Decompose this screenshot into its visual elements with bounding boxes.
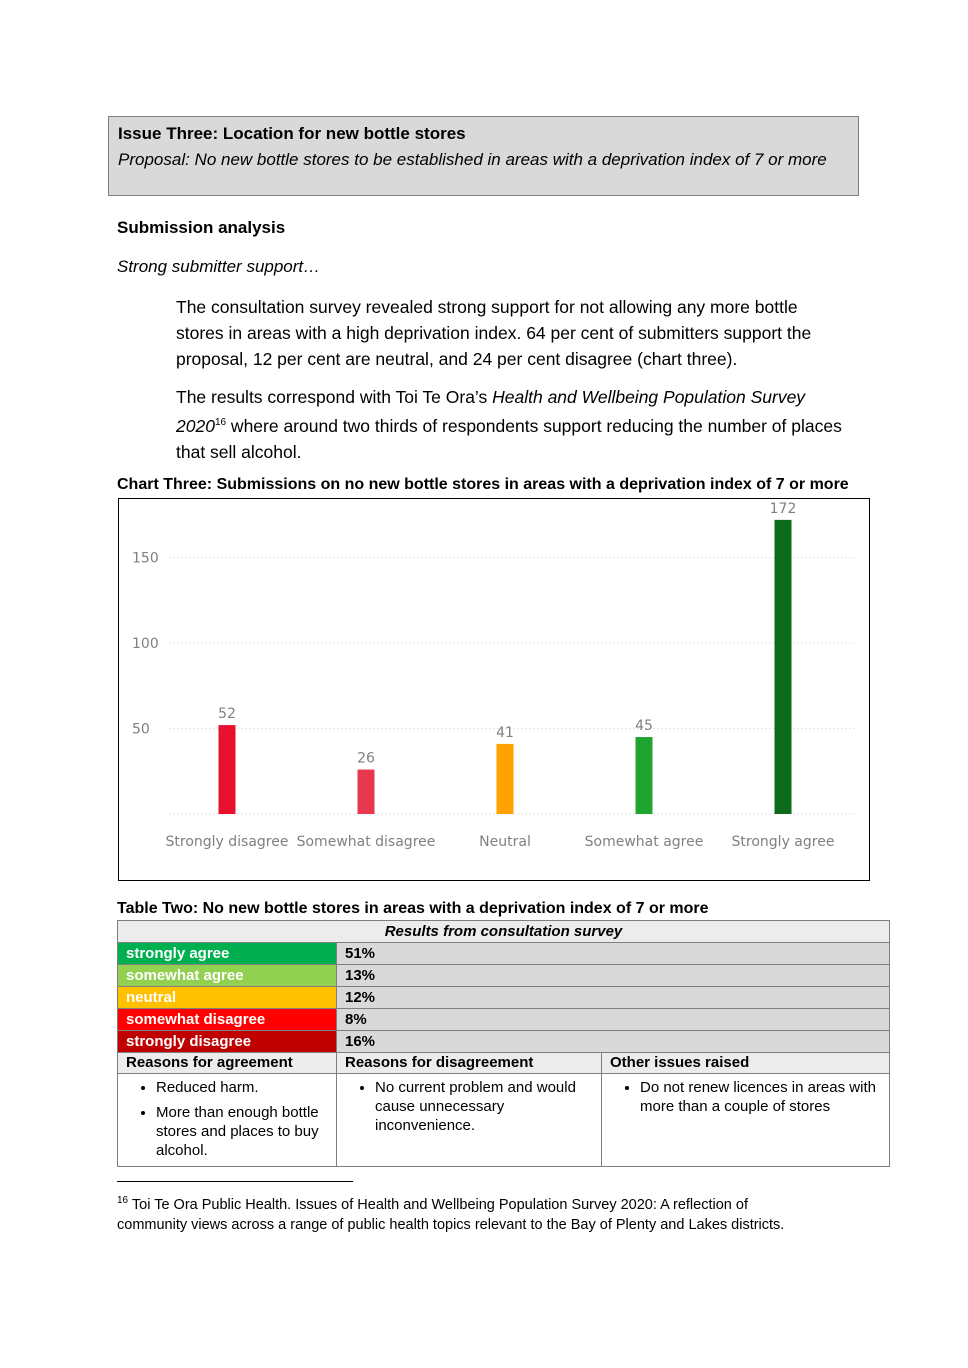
level-pct-somewhat-disagree: 8% bbox=[337, 1009, 890, 1031]
data-label-somewhat-disagree: 26 bbox=[357, 750, 375, 767]
paragraph-1: The consultation survey revealed strong support for not allowing any more bottle stores in areas with a high deprivation index. 64 per cent of submitters support the proposal, 12 per cent are neutral, and 24 per cent disagree (chart three). bbox=[176, 297, 812, 369]
footnote-number: 16 bbox=[117, 1195, 129, 1206]
bar-somewhat-agree bbox=[636, 737, 653, 814]
list-item: • Do not renew licences in areas with more than a couple of stores bbox=[640, 1078, 883, 1116]
agree-reasons-list bbox=[126, 1078, 330, 1160]
list-item: • Reduced harm. bbox=[156, 1078, 330, 1097]
data-label-strongly-disagree: 52 bbox=[218, 706, 236, 723]
col-agree-header: Reasons for agreement bbox=[118, 1053, 337, 1074]
bar-somewhat-disagree bbox=[358, 770, 375, 814]
chart-caption: Chart Three: Submissions on no new bottle stores in areas with a deprivation index of 7 or more bbox=[117, 476, 849, 493]
table-row bbox=[118, 1009, 890, 1031]
disagree-reasons-list bbox=[345, 1078, 595, 1135]
level-pct-strongly-agree: 51% bbox=[337, 943, 890, 965]
reasons-row bbox=[118, 1074, 890, 1167]
level-pct-neutral: 12% bbox=[337, 987, 890, 1009]
results-table bbox=[117, 920, 890, 1167]
chart-frame bbox=[118, 498, 870, 881]
level-pct-strongly-disagree: 16% bbox=[337, 1031, 890, 1053]
category-label-neutral: Neutral bbox=[479, 834, 531, 850]
data-label-somewhat-agree: 45 bbox=[635, 718, 653, 735]
survey-title: Health and Wellbeing Population Survey 2020 bbox=[176, 387, 806, 436]
footnote-ref: 16 bbox=[214, 417, 227, 428]
level-label-somewhat-disagree: somewhat disagree bbox=[118, 1009, 337, 1031]
table-row bbox=[118, 987, 890, 1009]
col-other-header: Other issues raised bbox=[602, 1053, 890, 1074]
issue-title: Issue Three: Location for new bottle stores bbox=[118, 124, 466, 143]
reasons-header-row bbox=[118, 1053, 890, 1074]
col-disagree-header: Reasons for disagreement bbox=[337, 1053, 602, 1074]
bar-strongly-disagree bbox=[219, 725, 236, 814]
disagree-reasons-cell bbox=[337, 1074, 602, 1167]
submission-analysis-heading: Submission analysis bbox=[117, 218, 286, 237]
level-pct-somewhat-agree: 13% bbox=[337, 965, 890, 987]
bar-strongly-agree bbox=[775, 520, 792, 814]
lead-text: Strong submitter support… bbox=[117, 257, 321, 276]
issue-proposal: Proposal: No new bottle stores to be established in areas with a deprivation index of 7 or more bbox=[118, 150, 827, 169]
data-label-strongly-agree: 172 bbox=[769, 500, 797, 517]
footnote-text: Toi Te Ora Public Health. Issues of Health and Wellbeing Population Survey 2020: A reflection of community views across a range of public health topics relevant to the Bay of Plenty and Lakes districts. bbox=[117, 1196, 785, 1233]
table-row bbox=[118, 1031, 890, 1053]
bar-neutral bbox=[497, 744, 514, 814]
list-item: • More than enough bottle stores and places to buy alcohol. bbox=[156, 1103, 330, 1160]
bar-chart bbox=[119, 499, 869, 880]
paragraph-2 bbox=[176, 384, 848, 465]
issue-box bbox=[108, 116, 859, 196]
footnote bbox=[117, 1191, 817, 1235]
level-label-neutral: neutral bbox=[118, 987, 337, 1009]
category-label-strongly-disagree: Strongly disagree bbox=[165, 834, 289, 850]
table-row bbox=[118, 965, 890, 987]
list-item: • No current problem and would cause unnecessary inconvenience. bbox=[375, 1078, 595, 1135]
table-row bbox=[118, 943, 890, 965]
level-label-strongly-agree: strongly agree bbox=[118, 943, 337, 965]
y-tick-label-50: 50 bbox=[132, 721, 150, 738]
footnote-rule bbox=[117, 1181, 353, 1182]
level-label-somewhat-agree: somewhat agree bbox=[118, 965, 337, 987]
data-label-neutral: 41 bbox=[496, 724, 514, 741]
category-label-somewhat-disagree: Somewhat disagree bbox=[296, 834, 436, 850]
other-issues-cell bbox=[602, 1074, 890, 1167]
table-header: Results from consultation survey bbox=[118, 921, 890, 943]
paragraph-2-end: where around two thirds of respondents support reducing the number of places that sell alcohol. bbox=[176, 415, 842, 462]
y-tick-label-100: 100 bbox=[132, 636, 159, 652]
level-label-strongly-disagree: strongly disagree bbox=[118, 1031, 337, 1053]
table-caption: Table Two: No new bottle stores in areas with a deprivation index of 7 or more bbox=[117, 900, 709, 917]
category-label-somewhat-agree: Somewhat agree bbox=[584, 834, 704, 850]
table-header-row bbox=[118, 921, 890, 943]
paragraph-2-start: The results correspond with Toi Te Ora’s bbox=[176, 387, 493, 407]
y-tick-label-150: 150 bbox=[132, 550, 159, 567]
agree-reasons-cell bbox=[118, 1074, 337, 1167]
other-issues-list bbox=[610, 1078, 883, 1116]
category-label-strongly-agree: Strongly agree bbox=[731, 834, 835, 850]
